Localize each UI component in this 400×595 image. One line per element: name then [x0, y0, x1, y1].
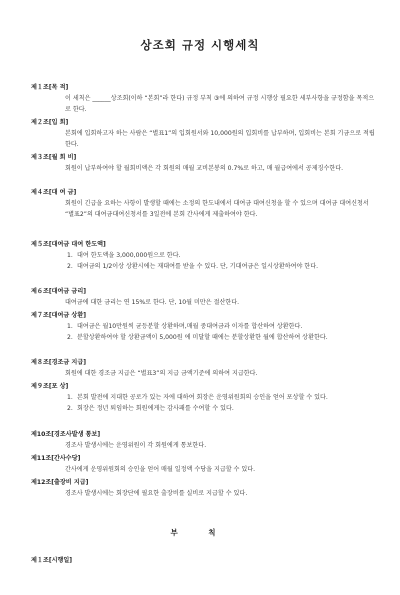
- item-number: 1.: [67, 323, 73, 331]
- item-text: 대여금은 월10만원씩 균등분할 상환하며,매월 중대여금과 이자를 합산하여 상환한다.: [77, 323, 303, 331]
- article-heading: 제６조[대여금 금리]: [31, 288, 86, 295]
- item-number: 2.: [67, 405, 73, 413]
- item-text: 본회 발전에 지대한 공로가 있는 자에 대하여 회장은 운영위원회의 승인을 얻어 포상할 수 있다.: [77, 394, 328, 402]
- article-heading: 제３조[월 회 비]: [31, 154, 77, 161]
- appendix-article-1: [31, 555, 376, 566]
- article-heading: 제８조[경조금 지급]: [31, 359, 86, 366]
- article-6: [31, 286, 376, 308]
- article-heading: 제10조[경조사발생 통보]: [31, 431, 101, 438]
- list-item: [31, 261, 376, 272]
- item-text: 대여 한도액을 3,000,000원으로 한다.: [77, 252, 181, 260]
- list-item: [31, 321, 376, 332]
- appendix-title: 부 칙: [170, 528, 230, 537]
- article-4: [31, 187, 376, 221]
- article-heading: 제12조[출장비 지급]: [31, 479, 89, 486]
- article-10: [31, 429, 376, 451]
- list-item: [31, 250, 376, 261]
- article-heading: 제７조[대여금 상환]: [31, 312, 86, 319]
- article-heading: 제11조[간사수당]: [31, 455, 81, 462]
- article-heading: 제１조[시행일]: [31, 557, 73, 564]
- article-12: [31, 477, 376, 499]
- article-heading: 제２조[입 회]: [31, 119, 69, 126]
- list-item: [31, 403, 376, 414]
- article-8: [31, 357, 376, 379]
- article-body: 간사에게 운영위원회의 승인을 얻어 매월 일정액 수당을 지급할 수 있다.: [65, 466, 256, 474]
- article-heading: 제９조[포 상]: [31, 383, 69, 390]
- article-heading: 제１조[목 적]: [31, 84, 69, 91]
- article-body: 회원이 납부하여야 할 월회비액은 각 회원의 매월 교비본봉의 0.7%로 하고, 매 월급여에서 공제징수한다.: [65, 165, 344, 173]
- article-9: [31, 381, 376, 415]
- item-text: 분할상환하여야 할 상환금액이 5,000원 에 미달할 때에는 분할상환한 월에 합산하여 상환한다.: [77, 334, 328, 342]
- item-text: 회장은 정년 퇴임하는 회원에게는 감사패를 수여할 수 있다.: [77, 405, 234, 413]
- item-number: 2.: [67, 334, 73, 342]
- article-body: 경조사 발생시에는 운영위원이 각 회원에게 통보한다.: [65, 442, 207, 450]
- article-body: 대여금에 대한 금리는 연 15%로 한다. 단, 10월 미만은 절산한다.: [65, 299, 240, 307]
- list-item: [31, 392, 376, 403]
- article-3: [31, 152, 376, 174]
- article-body: 회원에 대한 경조금 지급은 “별표3”의 지급 금액기준에 의하여 지급한다.: [65, 370, 258, 378]
- item-text: 대여금의 1/2이상 상환시에는 재대여를 받을 수 있다. 단, 기대여금은 일시상환하여야 한다.: [77, 263, 319, 271]
- item-number: 1.: [67, 252, 73, 260]
- article-1: [31, 82, 376, 116]
- document-title: 상조회 규정 시행세칙: [140, 38, 260, 52]
- article-7: [31, 310, 376, 344]
- article-body: 경조사 발생시에는 회장단에 필요한 출장비를 실비로 지급할 수 있다.: [65, 490, 248, 498]
- article-11: [31, 453, 376, 475]
- article-heading: 제５조[대여금 대여 한도액]: [31, 241, 106, 248]
- article-2: [31, 117, 376, 151]
- list-item: [31, 332, 376, 343]
- article-body: 회원이 긴급을 요하는 사항이 발생할 때에는 소정의 한도내에서 대여금 대여신청을 할 수 있으며 대여금 대여신청서 “별표2”의 대여금대여신청서를 3일전에 본회 간사에게 제출하여야 한다.: [65, 200, 369, 219]
- article-heading: 제４조[대 여 금]: [31, 189, 77, 196]
- article-body: 이 세칙은 ______상조회(이하 “본회”라 한다) 규정 부칙 ③에 의하여 규정 시행상 필요한 세부사항을 규정함을 목적으로 한다.: [65, 95, 375, 114]
- item-number: 1.: [67, 394, 73, 402]
- item-number: 2.: [67, 263, 73, 271]
- article-5: [31, 239, 376, 273]
- article-body: 본회에 입회하고자 하는 사람은 “별표1”의 입회원서와 10,000원의 입회비를 납부하며, 입회비는 본회 기금으로 적립한다.: [65, 130, 375, 149]
